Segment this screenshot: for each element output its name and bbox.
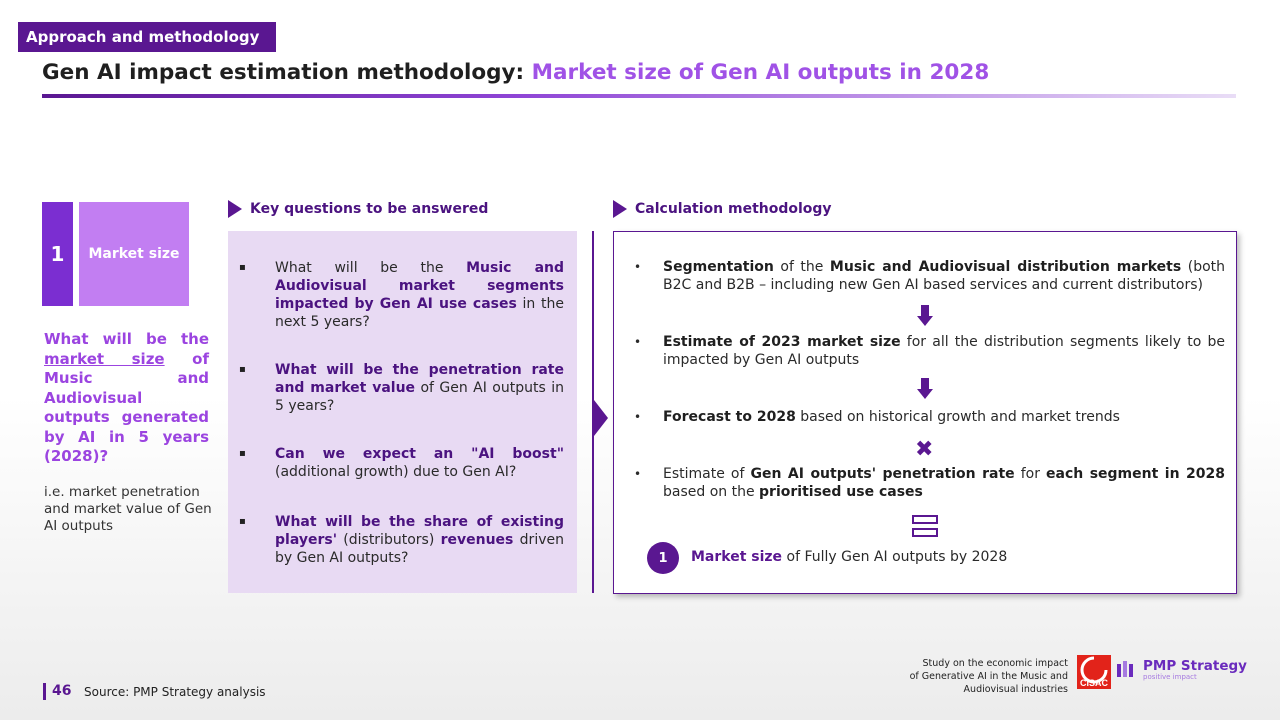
arrow-down-icon	[917, 378, 933, 400]
calculation-box	[613, 231, 1237, 594]
result-part: of Fully Gen AI outputs by 2028	[782, 549, 1008, 565]
bullet-icon: ▪	[239, 448, 246, 459]
bullet-icon: •	[634, 410, 642, 424]
calc-part: for all the distribution segments likely to be impacted by Gen AI outputs	[663, 334, 1225, 368]
study-line: of Generative AI in the Music and	[909, 671, 1068, 682]
key-questions-panel	[228, 231, 577, 593]
svg-text:CISAC: CISAC	[1079, 678, 1109, 688]
section-tag: Approach and methodology	[18, 22, 276, 52]
question-item	[228, 259, 577, 331]
calc-step-text	[663, 258, 1225, 294]
pmp-tagline: positive impact	[1143, 673, 1197, 681]
page-title	[42, 60, 989, 85]
calc-bold: each segment in 2028	[1046, 466, 1226, 482]
left-question-underlined: market size	[44, 349, 165, 368]
result-number-badge: 1	[647, 542, 679, 574]
page-number: 46	[52, 683, 72, 699]
question-item	[228, 445, 577, 481]
calc-bold: Segmentation	[663, 259, 774, 275]
multiply-icon: ✖	[915, 437, 934, 462]
calculation-heading	[613, 200, 832, 218]
question-text-bold: Music and Audiovisual market segments impacted by Gen AI use cases	[275, 260, 564, 312]
pmp-mark-icon	[1117, 661, 1139, 679]
key-questions-heading	[228, 200, 488, 218]
question-text	[275, 361, 564, 415]
calc-step-text	[663, 408, 1225, 426]
bullet-icon: •	[634, 467, 642, 481]
question-text	[275, 259, 564, 331]
triangle-right-icon	[228, 200, 242, 218]
calc-bold: Forecast to 2028	[663, 409, 796, 425]
question-text-part: What will be the	[275, 260, 467, 276]
cisac-logo	[1077, 655, 1111, 689]
calc-bold: Estimate of 2023 market size	[663, 334, 901, 350]
calc-part: based on the	[663, 484, 760, 500]
bullet-icon: ▪	[239, 262, 246, 273]
bullet-icon: ▪	[239, 516, 246, 527]
bullet-icon: •	[634, 335, 642, 349]
result-text	[691, 549, 1007, 565]
question-text-part: in the next 5 years?	[275, 296, 564, 330]
pmp-name: PMP Strategy	[1143, 658, 1247, 674]
section-name-box: Market size	[79, 202, 189, 306]
study-line: Study on the economic impact	[922, 658, 1068, 669]
source-note: Source: PMP Strategy analysis	[84, 685, 266, 699]
key-questions-heading-label: Key questions to be answered	[250, 201, 489, 217]
section-number-box: 1	[42, 202, 73, 306]
calc-bold: Music and Audiovisual distribution markets	[829, 259, 1182, 275]
arrow-down-icon	[917, 305, 933, 327]
question-text	[275, 513, 564, 567]
triangle-right-icon	[613, 200, 627, 218]
result-bold: Market size	[691, 549, 783, 565]
calc-step-text	[663, 465, 1225, 501]
question-item	[228, 513, 577, 567]
title-underline	[42, 94, 1236, 98]
divider-arrow-icon	[594, 400, 608, 436]
calc-step	[614, 465, 1238, 501]
question-text-part: (distributors)	[336, 532, 441, 548]
calculation-heading-label: Calculation methodology	[635, 201, 832, 217]
calc-step	[614, 408, 1238, 426]
left-question-part: of Music and Audiovisual outputs generated by AI in 5 years (2028)?	[44, 349, 209, 465]
pmp-logo	[1117, 659, 1247, 681]
question-text-part: driven by Gen AI outputs?	[275, 532, 564, 566]
question-text-bold: What will be the penetration rate and market value	[275, 362, 564, 396]
study-title	[900, 657, 1068, 696]
question-text-bold: What will be the share of existing players'	[275, 514, 564, 548]
bullet-icon: •	[634, 260, 642, 274]
bullet-icon: ▪	[239, 364, 246, 375]
page-number-bar	[43, 683, 46, 700]
calc-part: based on historical growth and market trends	[795, 409, 1120, 425]
left-question	[44, 330, 209, 467]
question-text	[275, 445, 564, 481]
title-main: Gen AI impact estimation methodology:	[42, 60, 532, 85]
calc-step-text	[663, 333, 1225, 369]
question-text-part: of Gen AI outputs in 5 years?	[275, 380, 564, 414]
calc-part: (both B2C and B2B – including new Gen AI based services and current distributors)	[663, 259, 1226, 293]
question-text-bold: Can we expect an "AI boost"	[275, 446, 564, 462]
question-text-part: (additional growth) due to Gen AI?	[275, 464, 517, 480]
study-line: Audiovisual industries	[963, 684, 1068, 695]
calc-step	[614, 258, 1238, 294]
calc-step	[614, 333, 1238, 369]
question-text-bold: revenues	[440, 532, 514, 548]
left-subtext: i.e. market penetration and market value of Gen AI outputs	[44, 484, 212, 534]
calc-bold: Gen AI outputs' penetration rate	[750, 466, 1015, 482]
calc-part: Estimate of	[663, 466, 751, 482]
question-item	[228, 361, 577, 415]
title-highlight: Market size of Gen AI outputs in 2028	[531, 60, 990, 85]
calc-part: of the	[773, 259, 830, 275]
equals-icon	[912, 515, 938, 537]
left-question-part: What will be the	[44, 330, 209, 348]
calc-bold: prioritised use cases	[759, 484, 923, 500]
calc-part: for	[1014, 466, 1047, 482]
